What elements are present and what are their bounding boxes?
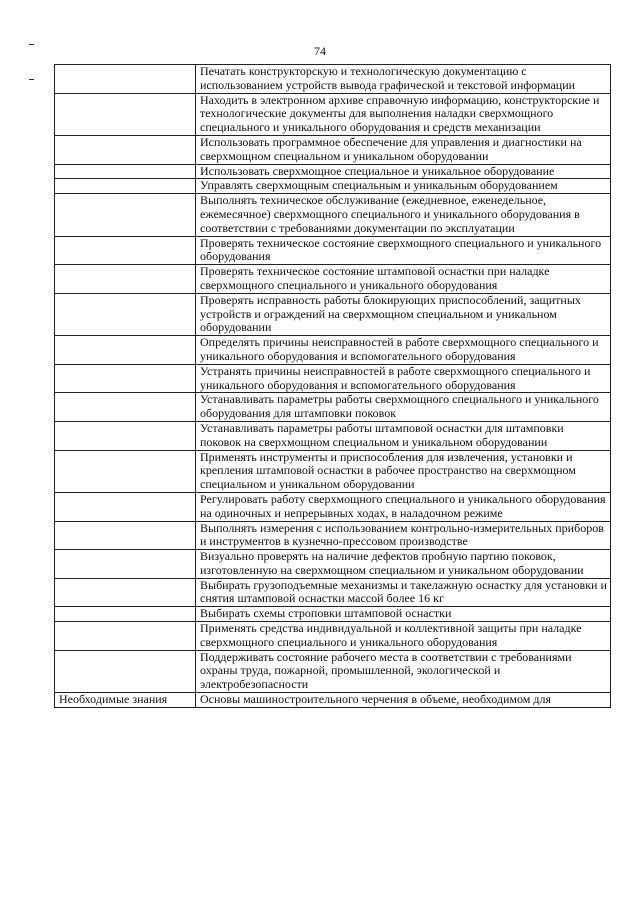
row-label — [55, 550, 196, 579]
row-label — [55, 135, 196, 164]
table-row — [55, 421, 611, 450]
table-row — [55, 492, 611, 521]
row-label — [55, 293, 196, 335]
row-label — [55, 65, 196, 94]
table-row — [55, 521, 611, 550]
row-text: Находить в электронном архиве справочную информацию, конструкторские и технологические документы для выполнения наладки сверхмощного специального и уникального оборудования и средств механизации — [196, 93, 611, 135]
row-text: Основы машиностроительного черчения в объеме, необходимом для — [196, 693, 611, 708]
table-row — [55, 364, 611, 393]
row-label — [55, 194, 196, 236]
table-row — [55, 293, 611, 335]
row-text: Проверять техническое состояние штамповой оснастки при наладке сверхмощного специального и уникального оборудования — [196, 265, 611, 294]
table-row — [55, 550, 611, 579]
row-label — [55, 650, 196, 692]
table-row — [55, 179, 611, 194]
margin-mark — [29, 79, 34, 80]
table-row — [55, 265, 611, 294]
row-text: Проверять исправность работы блокирующих приспособлений, защитных устройств и ограждений на сверхмощном специальном и уникальном оборудовании — [196, 293, 611, 335]
row-text: Выбирать схемы строповки штамповой оснастки — [196, 607, 611, 622]
row-label — [55, 93, 196, 135]
row-text: Устранять причины неисправностей в работе сверхмощного специального и уникального оборудования и вспомогательного оборудования — [196, 364, 611, 393]
row-text: Устанавливать параметры работы сверхмощного специального и уникального оборудования для штамповки поковок — [196, 393, 611, 422]
row-text: Выполнять измерения с использованием контрольно-измерительных приборов и инструментов в кузнечно-прессовом производстве — [196, 521, 611, 550]
row-label — [55, 336, 196, 365]
row-text: Выбирать грузоподъемные механизмы и такелажную оснастку для установки и снятия штамповой оснастки массой более 16 кг — [196, 578, 611, 607]
row-label — [55, 393, 196, 422]
table-row — [55, 65, 611, 94]
row-label — [55, 236, 196, 265]
row-label — [55, 578, 196, 607]
table-row — [55, 578, 611, 607]
row-text: Проверять техническое состояние сверхмощного специального и уникального оборудования — [196, 236, 611, 265]
row-text: Устанавливать параметры работы штамповой оснастки для штамповки поковок на сверхмощном специальном и уникальном оборудовании — [196, 421, 611, 450]
table-row — [55, 236, 611, 265]
row-label — [55, 607, 196, 622]
row-text: Управлять сверхмощным специальным и уникальным оборудованием — [196, 179, 611, 194]
table-row — [55, 135, 611, 164]
row-label: Необходимые знания — [55, 693, 196, 708]
competency-table — [54, 64, 611, 708]
row-text: Использовать сверхмощное специальное и уникальное оборудование — [196, 164, 611, 179]
row-text: Поддерживать состояние рабочего места в соответствии с требованиями охраны труда, пожарной, промышленной, экологической и электробезопасности — [196, 650, 611, 692]
table-body — [55, 65, 611, 708]
row-label — [55, 265, 196, 294]
row-text: Визуально проверять на наличие дефектов пробную партию поковок, изготовленную на сверхмощном специальном и уникальном оборудовании — [196, 550, 611, 579]
row-label — [55, 492, 196, 521]
row-label — [55, 622, 196, 651]
table-row — [55, 93, 611, 135]
row-label — [55, 450, 196, 492]
row-label — [55, 164, 196, 179]
row-text: Применять средства индивидуальной и коллективной защиты при наладке сверхмощного специального и уникального оборудования — [196, 622, 611, 651]
row-text: Выполнять техническое обслуживание (ежедневное, еженедельное, ежемесячное) сверхмощного специального и уникального оборудования в соответствии с требованиями документации по эксплуатации — [196, 194, 611, 236]
margin-mark — [29, 44, 34, 45]
table-row — [55, 194, 611, 236]
table-row — [55, 650, 611, 692]
row-label — [55, 421, 196, 450]
table-row — [55, 607, 611, 622]
row-text: Применять инструменты и приспособления для извлечения, установки и крепления штамповой оснастки в рабочее пространство на сверхмощном специальном и уникальном оборудовании — [196, 450, 611, 492]
row-text: Использовать программное обеспечение для управления и диагностики на сверхмощном специальном и уникальном оборудовании — [196, 135, 611, 164]
table-row — [55, 164, 611, 179]
row-text: Определять причины неисправностей в работе сверхмощного специального и уникального оборудования и вспомогательного оборудования — [196, 336, 611, 365]
table-row — [55, 693, 611, 708]
table-row — [55, 622, 611, 651]
row-text: Печатать конструкторскую и технологическую документацию с использованием устройств вывода графической и текстовой информации — [196, 65, 611, 94]
table-row — [55, 393, 611, 422]
table-row — [55, 336, 611, 365]
row-label — [55, 179, 196, 194]
page-number: 74 — [314, 44, 326, 58]
row-text: Регулировать работу сверхмощного специального и уникального оборудования на одиночных и непрерывных ходах, в наладочном режиме — [196, 492, 611, 521]
row-label — [55, 364, 196, 393]
table-row — [55, 450, 611, 492]
row-label — [55, 521, 196, 550]
